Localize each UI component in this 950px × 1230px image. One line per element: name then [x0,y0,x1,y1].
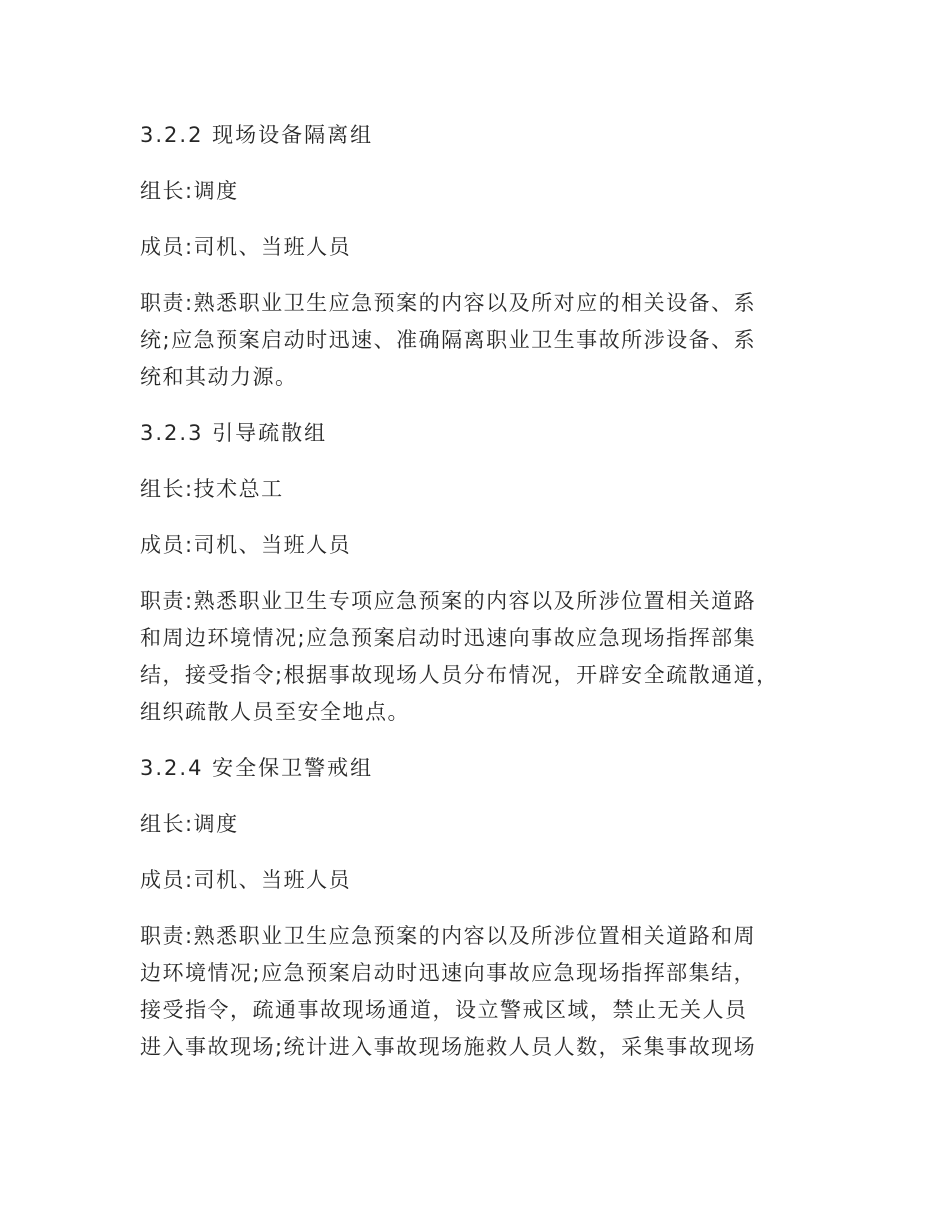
section-heading-3-2-3: 3.2.3 引导疏散组 [140,421,328,445]
section-leader: 组长:调度 [140,812,239,836]
duties-line: 和周边环境情况;应急预案启动时迅速向事故应急现场指挥部集 [140,626,757,650]
section-heading-3-2-4: 3.2.4 安全保卫警戒组 [140,756,374,780]
duties-line: 边环境情况;应急预案启动时迅速向事故应急现场指挥部集结， [140,961,757,985]
duties-line: 统和其动力源。 [140,365,298,389]
duties-line: 职责:熟悉职业卫生应急预案的内容以及所涉位置相关道路和周 [140,924,757,948]
duties-line: 接受指令，疏通事故现场通道，设立警戒区域，禁止无关人员 [140,998,748,1022]
duties-line: 统;应急预案启动时迅速、准确隔离职业卫生事故所涉设备、系 [140,328,757,352]
duties-line: 职责:熟悉职业卫生应急预案的内容以及所对应的相关设备、系 [140,291,757,315]
section-heading-3-2-2: 3.2.2 现场设备隔离组 [140,123,374,147]
section-leader: 组长:技术总工 [140,477,284,501]
section-duties [140,918,830,1066]
duties-line: 进入事故现场;统计进入事故现场施救人员人数，采集事故现场 [140,1035,757,1059]
duties-line: 职责:熟悉职业卫生专项应急预案的内容以及所涉位置相关道路 [140,589,757,613]
section-members: 成员:司机、当班人员 [140,235,352,259]
duties-line: 结，接受指令;根据事故现场人员分布情况，开辟安全疏散通道， [140,663,779,687]
section-duties [140,583,830,731]
section-members: 成员:司机、当班人员 [140,868,352,892]
document-body [140,117,830,1085]
section-leader: 组长:调度 [140,179,239,203]
section-duties [140,285,830,396]
duties-line: 组织疏散人员至安全地点。 [140,700,410,724]
section-members: 成员:司机、当班人员 [140,533,352,557]
